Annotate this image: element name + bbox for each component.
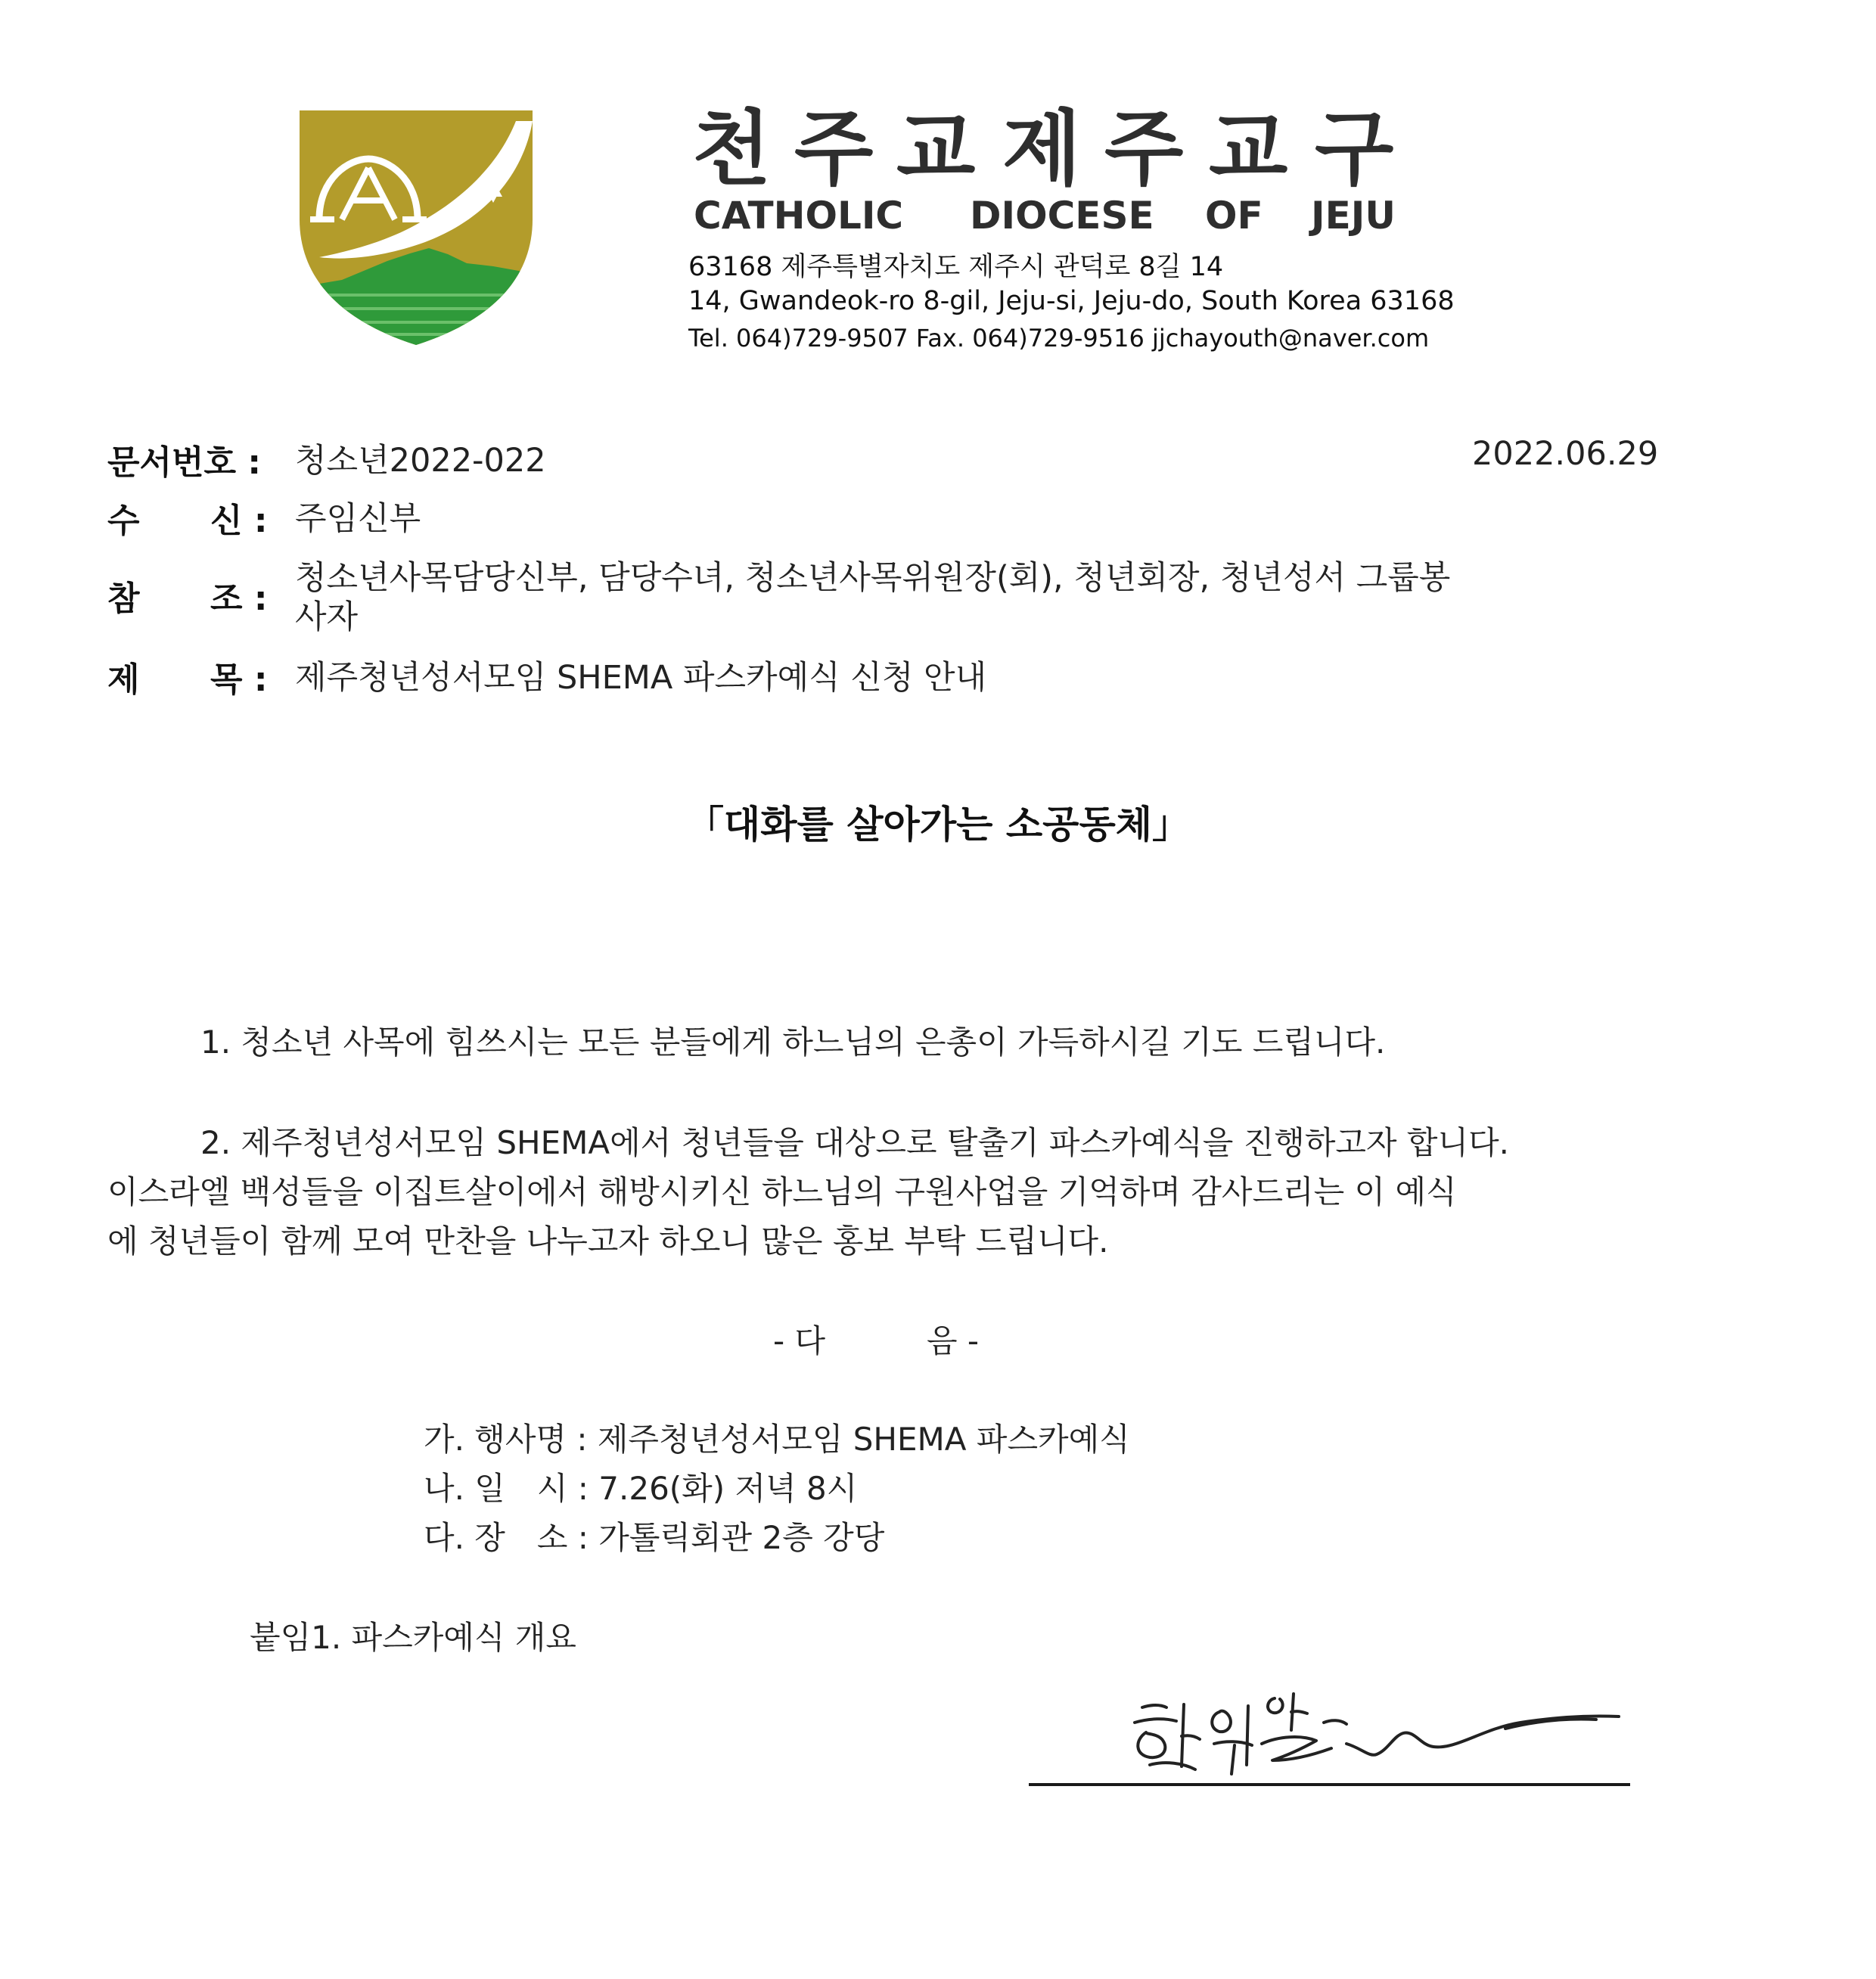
subject: 제주청년성서모임 SHEMA 파스카예식 신청 안내 xyxy=(295,659,987,697)
reference-line: 사자 xyxy=(295,598,359,636)
subject-label: 목 : xyxy=(210,660,268,699)
doc-number-label: 문서번호 : xyxy=(107,443,261,482)
paragraph-2-line: 2. 제주청년성서모임 SHEMA에서 청년들을 대상으로 탈출기 파스카예식을 진행하고자 합니다. xyxy=(200,1124,1509,1161)
doc-date: 2022.06.29 xyxy=(1472,435,1659,473)
contact-info: Tel. 064)729-9507 Fax. 064)729-9516 jjchayouth@naver.com xyxy=(688,324,1430,353)
title-kr-char: 교 xyxy=(896,102,976,197)
paragraph-1: 1. 청소년 사목에 힘쓰시는 모든 분들에게 하느님의 은총이 가득하시길 기도 드립니다. xyxy=(200,1024,1386,1061)
address-en: 14, Gwandeok-ro 8-gil, Jeju-si, Jeju-do, South Korea 63168 xyxy=(688,286,1455,316)
paragraph-2-line: 이스라엘 백성들을 이집트살이에서 해방시키신 하느님의 구원사업을 기억하며 감사드리는 이 예식 xyxy=(107,1173,1457,1210)
recipient-label: 신 : xyxy=(210,502,268,540)
title-kr-char: 주 xyxy=(1104,102,1184,197)
title-kr-char: 교 xyxy=(1209,102,1288,197)
paragraph-2-line: 에 청년들이 함께 모여 만찬을 나누고자 하오니 많은 홍보 부탁 드립니다. xyxy=(107,1223,1109,1260)
title-en-word: OF xyxy=(1205,194,1263,238)
detail-item: 가. 행사명 : 제주청년성서모임 SHEMA 파스카예식 xyxy=(424,1421,1130,1458)
subject-label: 제 xyxy=(107,660,140,699)
notice-heading-right: 음 - xyxy=(927,1322,980,1359)
reference-label: 조 : xyxy=(210,579,268,618)
doc-number: 청소년2022-022 xyxy=(295,442,546,480)
title-en-word: JEJU xyxy=(1311,194,1396,238)
motto: 「대화를 살아가는 소공동체」 xyxy=(685,803,1191,847)
signature-line xyxy=(1029,1783,1630,1786)
detail-item: 다. 장 소 : 가톨릭회관 2층 강당 xyxy=(424,1519,885,1556)
notice-heading-left: - 다 xyxy=(773,1322,826,1359)
recipient-label: 수 xyxy=(107,502,140,540)
title-en-word: DIOCESE xyxy=(970,194,1154,238)
reference-line: 청소년사목담당신부, 담당수녀, 청소년사목위원장(회), 청년회장, 청년성서 그룹봉 xyxy=(295,559,1451,597)
reference-label: 참 xyxy=(107,579,140,618)
attachment: 붙임1. 파스카예식 개요 xyxy=(250,1619,576,1656)
diocese-logo xyxy=(297,106,536,346)
title-kr-char: 천 xyxy=(692,102,772,197)
detail-item: 나. 일 시 : 7.26(화) 저녁 8시 xyxy=(424,1470,858,1507)
title-kr-char: 주 xyxy=(794,102,874,197)
recipient: 주임신부 xyxy=(295,500,421,538)
title-kr-char: 구 xyxy=(1315,102,1394,197)
address-kr: 63168 제주특별자치도 제주시 관덕로 8길 14 xyxy=(688,252,1224,282)
title-kr-char: 제 xyxy=(1002,102,1082,197)
handwritten-signature xyxy=(1021,1676,1626,1789)
title-en-word: CATHOLIC xyxy=(694,194,904,238)
